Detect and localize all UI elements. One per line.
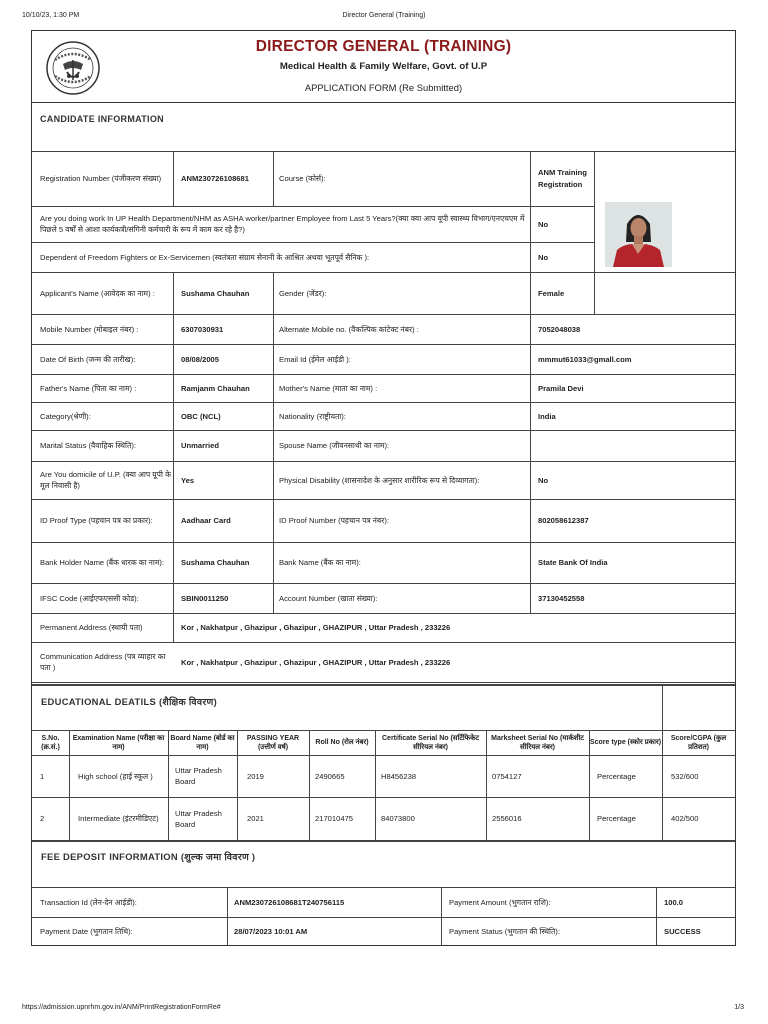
applicant-portrait-icon: [605, 202, 672, 267]
edu-col-score: Score/CGPA (कुल प्रतिशत): [670, 734, 727, 751]
gender-value: Female: [538, 288, 565, 298]
reg-number-label: Registration Number (पंजीकरण संख्या): [40, 174, 162, 183]
edu-col-cert: Certificate Serial No (सर्टिफिकेट सीरियल नंबर): [382, 734, 479, 751]
spouse-name-value: [536, 430, 734, 461]
edu-col-exam: Examination Name (परीक्षा का नाम): [72, 734, 165, 751]
account-number-value: 37130452558: [538, 593, 585, 603]
course-value: ANM Training Registration: [538, 167, 587, 189]
edu-col-score-type: Score type (स्कोर प्रकार): [589, 739, 662, 746]
application-form: [31, 30, 736, 946]
mobile-value: 6307030931: [181, 324, 224, 334]
org-subtitle: Medical Health & Family Welfare, Govt. of U.P: [279, 61, 488, 72]
table-row-1-exam: High school (हाई स्कूल ): [78, 771, 153, 781]
father-name-value: Ramjanm Chauhan: [181, 383, 250, 393]
disability-value: No: [538, 475, 549, 485]
communication-address-value: Kor , Nakhatpur , Ghazipur , Ghazipur , GHAZIPUR , Uttar Pradesh , 233226: [181, 657, 451, 667]
table-row-1-roll: 2490665: [315, 771, 345, 781]
applicant-photo: [605, 202, 672, 267]
alt-mobile-value: 7052048038: [538, 324, 581, 334]
bank-holder-label: Bank Holder Name (बैंक धारक का नाम):: [40, 558, 165, 567]
id-proof-number-label: ID Proof Number (पहचान पत्र नंबर):: [279, 516, 389, 525]
print-page-number: 1/3: [734, 1004, 744, 1011]
gender-label: Gender (जेंडर):: [279, 288, 327, 298]
table-row-2-exam: Intermediate (इंटरमीडिएट): [78, 814, 159, 823]
edu-col-roll: Roll No (रोल नंबर): [315, 739, 369, 746]
print-header: [0, 0, 768, 30]
transaction-id-value: ANM230726108681T240756115: [234, 897, 345, 907]
domicile-label: Are You domicile of U.P. (क्या आप यूपी के मूल निवासी है): [40, 470, 171, 490]
account-number-label: Account Number (खाता संख्या):: [279, 593, 378, 603]
org-title: DIRECTOR GENERAL (TRAINING): [255, 38, 512, 55]
email-label: Email Id (ईमेल आईडी ):: [279, 354, 351, 364]
table-row-1-board: Uttar Pradesh Board: [175, 766, 222, 786]
ifsc-label: IFSC Code (आईएफएससी कोड):: [40, 593, 139, 603]
table-row-2-board: Uttar Pradesh Board: [175, 808, 222, 829]
edu-col-board: Board Name (बोर्ड का नाम): [170, 734, 235, 751]
mother-name-value: Pramila Devi: [538, 383, 584, 393]
marital-status-value: Unmarried: [181, 441, 219, 450]
payment-amount-value: 100.0: [664, 897, 684, 907]
freedom-fighter-label: Dependent of Freedom Fighters or Ex-Servicemen (स्वतंत्रता संग्राम सेनानी के आश्रित अथवा भूतपूर्व सैनिक ):: [40, 252, 370, 262]
id-proof-type-value: Aadhaar Card: [181, 516, 231, 525]
permanent-address-value: Kor , Nakhatpur , Ghazipur , Ghazipur , GHAZIPUR , Uttar Pradesh , 233226: [181, 623, 451, 632]
payment-status-value: SUCCESS: [664, 926, 701, 936]
transaction-id-label: Transaction Id (लेन-देन आईडी):: [40, 897, 137, 907]
table-row-2-score-type: Percentage: [597, 814, 636, 823]
domicile-value: Yes: [181, 475, 195, 485]
email-value: mmmut61033@gmall.com: [538, 354, 632, 364]
reg-number-value: ANM230726108681: [181, 174, 249, 183]
table-row-2-year: 2021: [247, 814, 264, 823]
bank-name-label: Bank Name (बैंक का नाम):: [279, 558, 361, 567]
table-row-1-sno: 1: [40, 771, 45, 781]
table-row-2-roll: 217010475: [315, 814, 354, 823]
print-datetime: 10/10/23, 1:30 PM: [22, 12, 80, 19]
asha-worker-label: Are you doing work In UP Health Department/NHM as ASHA worker/partner Employee from Last 5 Years?(क्या क्या आप यूपी स्वास्थ्य विभाग/एनएचएम में पिछले 5 वर्षों से आशा कार्यकत्री/संगिनी कर्मचारी के रूप में काम कर रहे है?): [40, 214, 525, 234]
table-row-2-marksheet: 2556016: [492, 814, 522, 823]
table-row-1-score-type: Percentage: [597, 771, 636, 781]
disability-label: Physical Disability (शासनादेश के अनुसार शारीरिक रूप से दिव्यागता):: [279, 475, 480, 485]
payment-date-value: 28/07/2023 10:01 AM: [234, 926, 308, 936]
form-header: [32, 31, 735, 103]
print-url: https://admission.upnrhm.gov.in/ANM/PrintRegistrationFormRe#: [22, 1004, 221, 1011]
spouse-name-label: Spouse Name (जीवनसाथी का नाम):: [279, 441, 390, 450]
nationality-value: India: [538, 411, 556, 421]
bank-name-value: State Bank Of India: [538, 558, 608, 567]
fee-section-heading: FEE DEPOSIT INFORMATION (शुल्क जमा विवरण ): [41, 851, 256, 862]
permanent-address-label: Permanent Address (स्थायी पता): [40, 623, 143, 632]
edu-col-year: PASSING YEAR (उत्तीर्ण वर्ष): [246, 734, 300, 751]
asha-worker-value: No: [538, 219, 549, 229]
print-footer: [0, 1000, 768, 1024]
form-title: APPLICATION FORM (Re Submitted): [304, 82, 463, 93]
table-row-2-score: 402/500: [671, 814, 699, 823]
freedom-fighter-value: No: [538, 252, 549, 262]
table-row-1-cert: H8456238: [381, 771, 417, 781]
dob-label: Date Of Birth (जन्म की तारीख):: [40, 354, 136, 364]
table-row-2-cert: 84073800: [381, 814, 415, 823]
alt-mobile-label: Alternate Mobile no. (वैकल्पिक कांटेक्ट नंबर) :: [279, 324, 419, 334]
table-row-1-marksheet: 0754127: [492, 771, 522, 781]
id-proof-number-value: 802058612387: [538, 516, 589, 525]
dob-value: 08/08/2005: [181, 354, 220, 364]
edu-col-sno: S.No. (क्र.सं.): [41, 734, 60, 751]
mother-name-label: Mother's Name (माता का नाम) :: [279, 383, 378, 393]
table-row-1-score: 532/600: [671, 771, 699, 781]
payment-amount-label: Payment Amount (भुगतान राशि):: [449, 897, 551, 907]
mobile-label: Mobile Number (मोबाइल नंबर) :: [40, 324, 139, 334]
table-row-1-year: 2019: [247, 771, 264, 781]
father-name-label: Father's Name (पिता का नाम) :: [40, 383, 137, 393]
category-value: OBC (NCL): [181, 411, 221, 421]
payment-status-label: Payment Status (भुगतान की स्थिति):: [449, 926, 560, 936]
nationality-label: Nationality (राष्ट्रीयता):: [279, 411, 346, 421]
bank-holder-value: Sushama Chauhan: [181, 558, 250, 567]
education-section-heading: EDUCATIONAL DEATILS (शैक्षिक विवरण): [41, 696, 218, 707]
course-label: Course (कोर्स):: [279, 174, 326, 183]
edu-col-marksheet: Marksheet Serial No (मार्कशीट सीरियल नंबर): [491, 734, 584, 751]
applicant-name-value: Sushama Chauhan: [181, 288, 250, 298]
table-row-2-sno: 2: [40, 814, 45, 823]
ifsc-value: SBIN0011250: [181, 593, 229, 603]
marital-status-label: Marital Status (वैवाहिक स्थिति):: [40, 441, 136, 450]
payment-date-label: Payment Date (भुगतान तिथि):: [40, 926, 133, 936]
id-proof-type-label: ID Proof Type (पहचान पत्र का प्रकार):: [40, 516, 153, 525]
category-label: Category(श्रेणी):: [40, 411, 91, 421]
print-page-title: Director General (Training): [342, 12, 426, 19]
candidate-section-heading: CANDIDATE INFORMATION: [40, 114, 164, 124]
applicant-name-label: Applicant's Name (आवेदक का नाम) :: [40, 288, 155, 298]
communication-address-label: Communication Address (पत्र व्याहार का पता ): [40, 652, 166, 672]
